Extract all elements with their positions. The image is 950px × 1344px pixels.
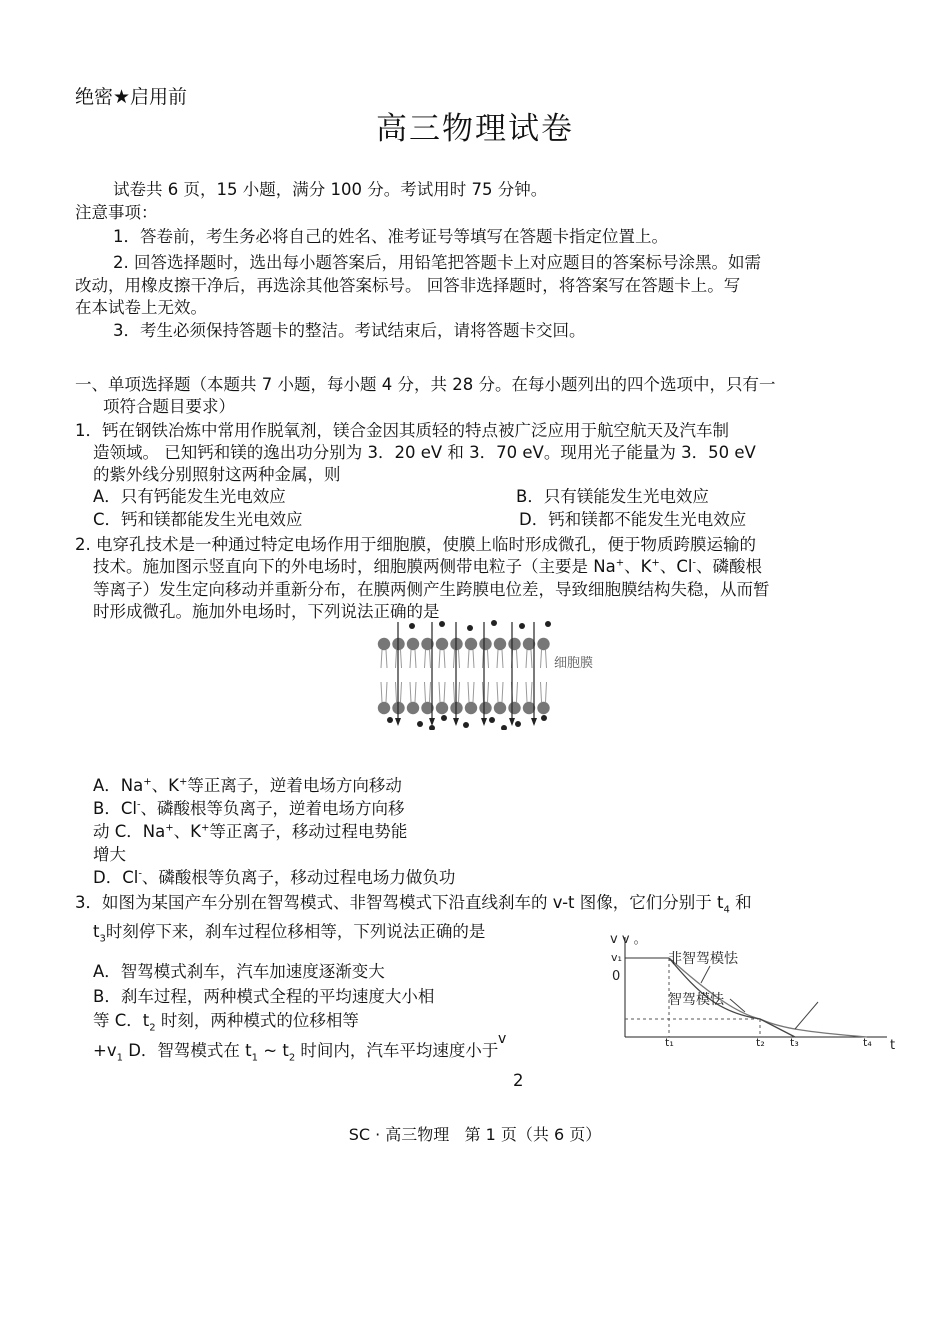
graph-t4-label: t₄ (863, 1036, 872, 1049)
q1-line-2: 造领域。 已知钙和镁的逸出功分别为 3．20 eV 和 3．70 eV。现用光子能量为 3．50 eV (93, 443, 756, 462)
ion-dot (409, 623, 415, 629)
membrane-head (436, 702, 448, 714)
membrane-tail (468, 650, 474, 668)
membrane-head (436, 638, 448, 650)
ion-dot (439, 621, 445, 627)
membrane-head (465, 702, 477, 714)
membrane-tail (381, 682, 387, 702)
membrane-head (479, 702, 491, 714)
cell-membrane-figure (372, 620, 612, 730)
membrane-tail (468, 682, 474, 702)
membrane-head (523, 638, 535, 650)
q3-option-b: B．刹车过程，两种模式全程的平均速度大小相 (93, 987, 435, 1006)
graph-v-axis-label: v v 。 (610, 932, 647, 947)
q3-line-1: 3．如图为某国产车分别在智驾模式、非智驾模式下沿直线刹车的 v-t 图像，它们分别于 $t_4$ 和 (75, 893, 752, 916)
membrane-tail (526, 650, 532, 668)
membrane-tail (483, 682, 489, 702)
membrane-head (407, 638, 419, 650)
membrane-head (378, 702, 390, 714)
membrane-tail (439, 682, 445, 702)
q2-option-a: A．Na+、K+等正离子，逆着电场方向移动 (93, 776, 402, 795)
notice-title: 注意事项： (75, 203, 158, 222)
ion-dot (515, 721, 521, 727)
graph-t2-label: t₂ (756, 1036, 765, 1049)
membrane-head (537, 702, 549, 714)
notice-3: 3．考生必须保持答题卡的整洁。考试结束后，请将答题卡交回。 (113, 321, 586, 340)
ion-dot (501, 725, 507, 730)
ion-dot (541, 715, 547, 721)
q1-option-a: A．只有钙能发生光电效应 (93, 487, 286, 506)
membrane-tail (483, 650, 489, 668)
q2-line-3: 等离子）发生定向移动并重新分布，在膜两侧产生跨膜电位差，导致细胞膜结构失稳，从而暂 (93, 580, 770, 599)
membrane-head (508, 638, 520, 650)
ion-dot (417, 721, 423, 727)
membrane-tail (526, 682, 532, 702)
membrane-head (378, 638, 390, 650)
membrane-head (479, 638, 491, 650)
membrane-tail (381, 650, 387, 668)
q2-option-d: D．Cl-、磷酸根等负离子，移动过程电场力做负功 (93, 868, 456, 887)
field-arrow (531, 718, 537, 726)
q2-option-b: B．Cl-、磷酸根等负离子，逆着电场方向移 (93, 799, 405, 818)
ion-dot (467, 625, 473, 631)
graph-non-smart-arrow (701, 966, 710, 983)
q1-line-3: 的紫外线分别照射这两种金属，则 (93, 465, 341, 484)
q3-option-c: 等 C．$t_2$ 时刻，两种模式的位移相等 (93, 1011, 359, 1034)
membrane-head (407, 702, 419, 714)
exam-summary: 试卷共 6 页，15 小题，满分 100 分。考试用时 75 分钟。 (113, 180, 548, 199)
membrane-tail (425, 650, 431, 668)
ion-dot (387, 717, 393, 723)
membrane-head (508, 702, 520, 714)
graph-t-axis-label: t (890, 1038, 896, 1050)
graph-smart-arrow-2 (795, 1002, 818, 1029)
secret-mark: 绝密★启用前 (75, 86, 188, 108)
q2-line-1: 2. 电穿孔技术是一种通过特定电场作用于细胞膜，使膜上临时形成微孔，便于物质跨膜运输的 (75, 535, 756, 554)
q3-option-d-denominator: 2 (513, 1071, 524, 1090)
q3-option-a: A．智驾模式刹车，汽车加速度逐渐变大 (93, 962, 385, 981)
section-heading-line-1: 一、单项选择题（本题共 7 小题，每小题 4 分，共 28 分。在每小题列出的四个选项中，只有一 (75, 375, 776, 394)
field-arrow (429, 718, 435, 726)
field-arrow (509, 718, 515, 726)
section-heading-line-2: 项符合题目要求） (103, 397, 235, 416)
field-arrow (481, 718, 487, 726)
graph-zero-label: 0 (612, 969, 621, 984)
page-footer (0, 1125, 950, 1145)
membrane-tail (439, 650, 445, 668)
ion-dot (519, 623, 525, 629)
membrane-head (465, 638, 477, 650)
field-arrow (395, 718, 401, 726)
q3-line-2: $t_3$时刻停下来，刹车过程位移相等，下列说法正确的是 (93, 922, 486, 945)
ion-dot (489, 717, 495, 723)
membrane-tail (497, 682, 503, 702)
q3-option-d-fraction-v: v (498, 1031, 507, 1047)
ion-dot (545, 621, 551, 627)
notice-1: 1．答卷前，考生务必将自己的姓名、准考证号等填写在答题卡指定位置上。 (113, 227, 668, 246)
ion-dot (463, 722, 469, 728)
field-arrow (453, 718, 459, 726)
membrane-tail (410, 682, 416, 702)
notice-2-line-3: 在本试卷上无效。 (75, 298, 207, 317)
cell-membrane-label: 细胞膜 (554, 656, 594, 671)
membrane-head (537, 638, 549, 650)
graph-t3-label: t₃ (790, 1036, 799, 1049)
ion-dot (441, 715, 447, 721)
q2-option-c-cont: 增大 (93, 845, 126, 864)
q1-option-d: D．钙和镁都不能发生光电效应 (519, 510, 747, 529)
notice-2-line-2: 改动，用橡皮擦干净后，再选涂其他答案标号。 回答非选择题时，将答案写在答题卡上。写 (75, 276, 741, 295)
membrane-tail (410, 650, 416, 668)
footer-page: 第 1 页（共 6 页） (464, 1125, 602, 1144)
vt-graph (605, 925, 905, 1050)
graph-v1-label: v₁ (611, 951, 622, 964)
ion-dot (491, 620, 497, 626)
ion-dot (429, 725, 435, 730)
membrane-head (523, 702, 535, 714)
footer-subject: SC · 高三物理 (348, 1125, 450, 1144)
graph-t1-label: t₁ (665, 1036, 674, 1049)
q1-option-b: B．只有镁能发生光电效应 (516, 487, 709, 506)
q1-option-c: C．钙和镁都能发生光电效应 (93, 510, 303, 529)
q1-line-1: 1．钙在钢铁冶炼中常用作脱氧剂，镁合金因其质轻的特点被广泛应用于航空航天及汽车制 (75, 421, 729, 440)
graph-smart-label: 智驾模怯 (668, 992, 724, 1008)
membrane-head (494, 702, 506, 714)
notice-2-line-1: 2. 回答选择题时，选出每小题答案后，用铅笔把答题卡上对应题目的答案标号涂黑。如需 (113, 253, 761, 272)
page-title: 高三物理试卷 (376, 111, 574, 147)
graph-non-smart-label: 非智驾模怯 (668, 951, 738, 967)
q2-option-c: 动 C．Na+、K+等正离子，移动过程电势能 (93, 822, 408, 841)
membrane-head (494, 638, 506, 650)
q2-line-2: 技术。施加图示竖直向下的外电场时，细胞膜两侧带电粒子（主要是 Na+、K+、Cl-、磷酸根 (93, 557, 763, 576)
membrane-tail (541, 682, 547, 702)
membrane-tail (541, 650, 547, 668)
q3-option-d: $+v_1$ D．智驾模式在 $t_1$ ~ $t_2$ 时间内，汽车平均速度小于 (93, 1041, 499, 1064)
membrane-tail (497, 650, 503, 668)
q2-line-4: 时形成微孔。施加外电场时，下列说法正确的是 (93, 602, 440, 621)
membrane-tail (425, 682, 431, 702)
